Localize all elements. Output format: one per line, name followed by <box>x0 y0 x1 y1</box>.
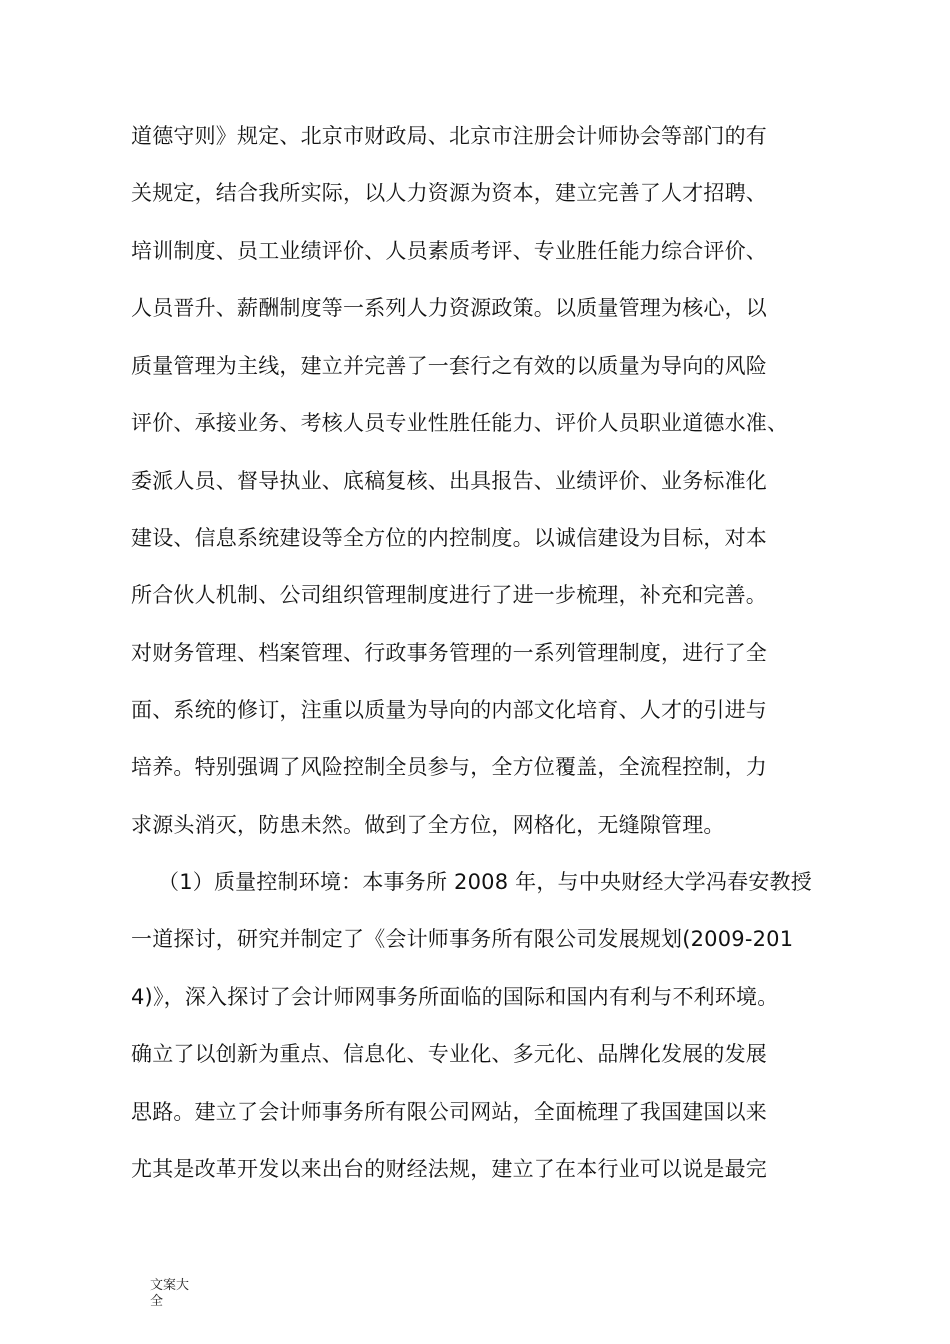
body-text-line: 人员晋升、薪酬制度等一系列人力资源政策。以质量管理为核心，以 <box>131 296 767 320</box>
body-text-line: 一道探讨，研究并制定了《会计师事务所有限公司发展规划(2009-201 <box>131 927 794 951</box>
body-text-line: 对财务管理、档案管理、行政事务管理的一系列管理制度，进行了全 <box>131 641 767 665</box>
body-text-line: 所合伙人机制、公司组织管理制度进行了进一步梳理，补充和完善。 <box>131 583 767 607</box>
body-text-line: 道德守则》规定、北京市财政局、北京市注册会计师协会等部门的有 <box>131 124 767 148</box>
body-text-line: 委派人员、督导执业、底稿复核、出具报告、业绩评价、业务标准化 <box>131 469 767 493</box>
body-text-line: 培训制度、员工业绩评价、人员素质考评、专业胜任能力综合评价、 <box>131 239 767 263</box>
body-text-line: 关规定，结合我所实际，以人力资源为资本，建立完善了人才招聘、 <box>131 181 767 205</box>
body-text-line: 评价、承接业务、考核人员专业性胜任能力、评价人员职业道德水准、 <box>131 411 789 435</box>
body-text-line: 求源头消灭，防患未然。做到了全方位，网格化，无缝隙管理。 <box>131 813 725 837</box>
paragraph-heading-line: （1）质量控制环境：本事务所 2008 年，与中央财经大学冯春安教授 <box>158 870 812 894</box>
footer-text: 全 <box>150 1294 164 1309</box>
body-text-line: 质量管理为主线，建立并完善了一套行之有效的以质量为导向的风险 <box>131 354 767 378</box>
body-text-line: 面、系统的修订，注重以质量为导向的内部文化培育、人才的引进与 <box>131 698 767 722</box>
body-text-line: 尤其是改革开发以来出台的财经法规，建立了在本行业可以说是最完 <box>131 1157 767 1181</box>
body-text-line: 培养。特别强调了风险控制全员参与，全方位覆盖，全流程控制，力 <box>131 755 767 779</box>
body-text-line: 思路。建立了会计师事务所有限公司网站，全面梳理了我国建国以来 <box>131 1100 767 1124</box>
page-footer <box>150 1278 198 1310</box>
body-text-line: 确立了以创新为重点、信息化、专业化、多元化、品牌化发展的发展 <box>131 1042 767 1066</box>
body-text-line: 建设、信息系统建设等全方位的内控制度。以诚信建设为目标，对本 <box>131 526 767 550</box>
footer-text: 文案大 <box>150 1278 190 1293</box>
body-text-line: 4)》，深入探讨了会计师网事务所面临的国际和国内有利与不利环境。 <box>131 985 779 1009</box>
